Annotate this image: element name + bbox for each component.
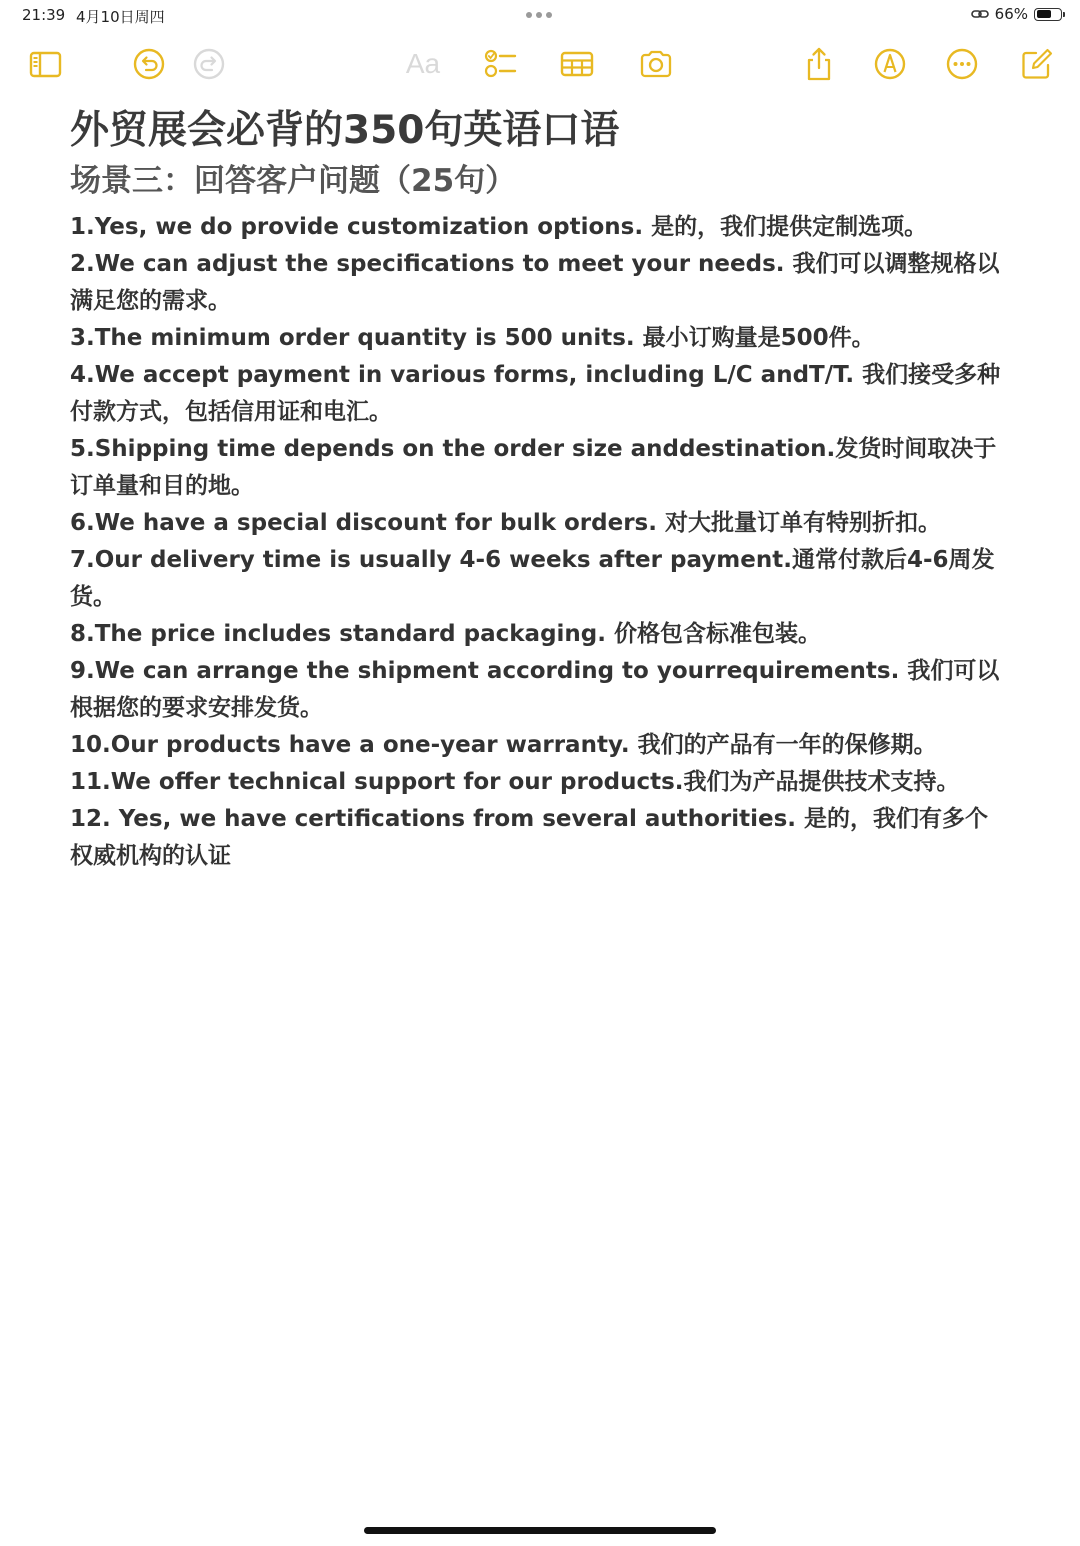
more-icon	[944, 46, 980, 82]
table-button[interactable]	[557, 44, 597, 84]
redo-button[interactable]	[189, 44, 229, 84]
redo-icon	[191, 46, 227, 82]
sidebar-icon	[27, 46, 63, 82]
home-indicator[interactable]	[364, 1527, 716, 1534]
link-icon	[971, 8, 989, 20]
note-line: 12. Yes, we have certifications from several authorities. 是的，我们有多个权威机构的认证	[70, 806, 989, 869]
note-line: 6.We have a special discount for bulk orders. 对大批量订单有特别折扣。	[70, 510, 941, 536]
markup-button[interactable]	[870, 44, 910, 84]
status-indicators	[971, 5, 1062, 23]
note-line: 8.The price includes standard packaging. 价格包含标准包装。	[70, 621, 821, 647]
note-heading: 场景三：回答客户问题（25句）	[70, 163, 517, 199]
multitasking-dots-icon[interactable]	[526, 12, 552, 18]
format-icon: Aa	[405, 48, 441, 79]
checklist-button[interactable]	[480, 44, 520, 84]
share-icon	[801, 46, 837, 82]
share-button[interactable]	[799, 44, 839, 84]
note-line: 11.We offer technical support for our products.我们为产品提供技术支持。	[70, 769, 960, 795]
undo-button[interactable]	[129, 44, 169, 84]
undo-icon	[131, 46, 167, 82]
status-bar	[0, 0, 1080, 32]
note-line: 3.The minimum order quantity is 500 units. 最小订购量是500件。	[70, 325, 875, 351]
note-line: 9.We can arrange the shipment according to yourrequirements. 我们可以根据您的要求安排发货。	[70, 658, 1000, 721]
camera-icon	[638, 46, 674, 82]
note-line: 10.Our products have a one-year warranty. 我们的产品有一年的保修期。	[70, 732, 937, 758]
checklist-icon	[482, 46, 518, 82]
compose-button[interactable]	[1017, 44, 1057, 84]
markup-icon	[872, 46, 908, 82]
note-line: 7.Our delivery time is usually 4-6 weeks after payment.通常付款后4-6周发货。	[70, 547, 995, 610]
note-line: 4.We accept payment in various forms, including L/C andT/T. 我们接受多种付款方式，包括信用证和电汇。	[70, 362, 1001, 425]
note-line: 1.Yes, we do provide customization options. 是的，我们提供定制选项。	[70, 214, 928, 240]
sidebar-button[interactable]	[25, 44, 65, 84]
table-icon	[559, 46, 595, 82]
compose-icon	[1019, 46, 1055, 82]
note-line: 5.Shipping time depends on the order size anddestination.发货时间取决于订单量和目的地。	[70, 436, 997, 499]
status-date: 4月10日周四	[76, 8, 165, 26]
status-time: 21:39	[22, 6, 66, 24]
camera-button[interactable]	[636, 44, 676, 84]
note-line: 2.We can adjust the specifications to meet your needs. 我们可以调整规格以满足您的需求。	[70, 251, 1000, 314]
more-button[interactable]	[942, 44, 982, 84]
note-title: 外贸展会必背的350句英语口语	[70, 108, 620, 153]
format-button[interactable]	[403, 44, 443, 84]
note-body[interactable]	[70, 103, 1020, 875]
note-lines	[70, 209, 1020, 875]
battery-percent: 66%	[994, 5, 1028, 23]
battery-icon	[1034, 8, 1062, 21]
battery-level	[1037, 10, 1052, 18]
